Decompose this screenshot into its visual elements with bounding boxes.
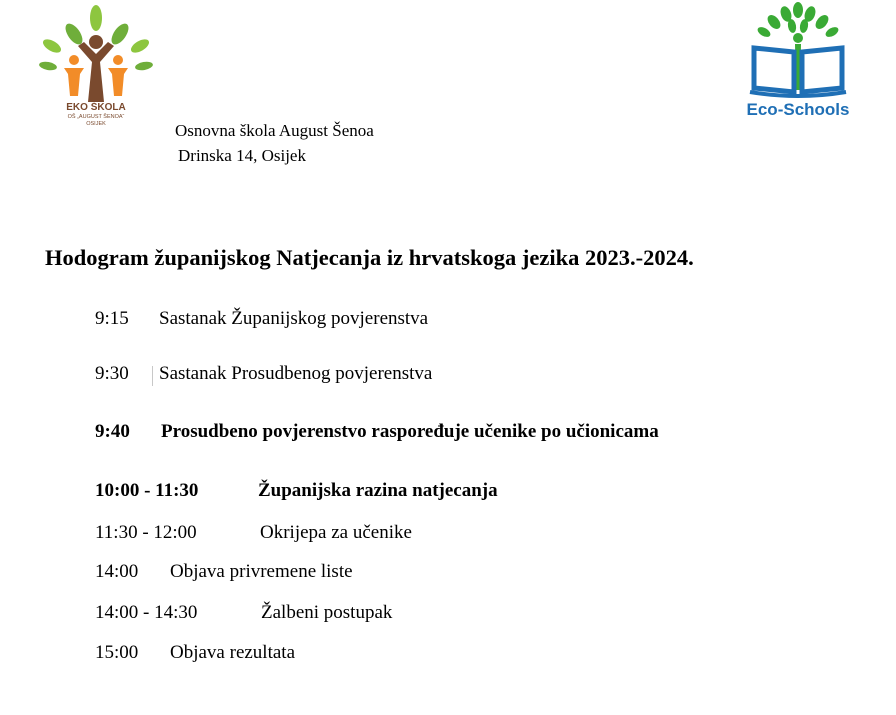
schedule-time: 9:40 [95,421,130,442]
book-base-shape [750,92,846,96]
book-right-page-shape [802,48,842,92]
person-body-shape [64,68,84,96]
schedule-activity: Žalbeni postupak [261,602,393,623]
schedule-activity: Sastanak Prosudbenog povjerenstva [159,363,433,384]
schedule-time: 14:00 - 14:30 [95,602,198,623]
schedule-activity: Objava privremene liste [170,561,353,582]
leaf-shape [90,5,102,31]
leaf-shape [129,37,151,56]
schedule-activity: Okrijepa za učenike [260,522,412,543]
person-head-shape [793,33,803,43]
document-title: Hodogram županijskog Natjecanja iz hrvatskoga jezika 2023.-2024. [45,245,694,270]
schedule-time: 11:30 - 12:00 [95,522,197,543]
schedule-time: 9:30 [95,363,129,384]
person-head-shape [69,55,79,65]
school-address: Drinska 14, Osijek [178,146,306,165]
schedule-row [95,363,515,389]
schedule-activity: Prosudbeno povjerenstvo raspoređuje učenike po učionicama [161,421,659,442]
leaf-shape [41,37,63,56]
eco-schools-text: Eco-Schools [746,100,850,119]
schedule-activity: Objava rezultata [170,642,296,663]
schedule-time: 10:00 - 11:30 [95,480,199,501]
person-head-shape [113,55,123,65]
person-head-shape [89,35,103,49]
leaf-shape [108,21,132,48]
schedule-time: 9:15 [95,308,129,329]
column-separator [152,366,153,386]
schedule-activity: Županijska razina natjecanja [258,480,498,501]
schedule-time: 15:00 [95,642,139,663]
eko-skola-city: OSIJEK [86,121,106,126]
eco-schools-logo [738,2,858,120]
leaf-shape [134,60,153,71]
book-left-page-shape [754,48,794,92]
person-body-shape [108,68,128,96]
school-name: Osnovna škola August Šenoa [175,121,374,140]
leaf-shape [38,60,57,71]
schedule-time: 14:00 [95,561,139,582]
schedule-activity: Sastanak Županijskog povjerenstva [159,308,429,329]
eko-skola-text: EKO ŠKOLA [66,102,126,113]
tree-trunk-shape [78,42,114,102]
eko-skola-subtext: OŠ „AUGUST ŠENOA“ [67,114,125,120]
eko-skola-logo [30,4,162,126]
